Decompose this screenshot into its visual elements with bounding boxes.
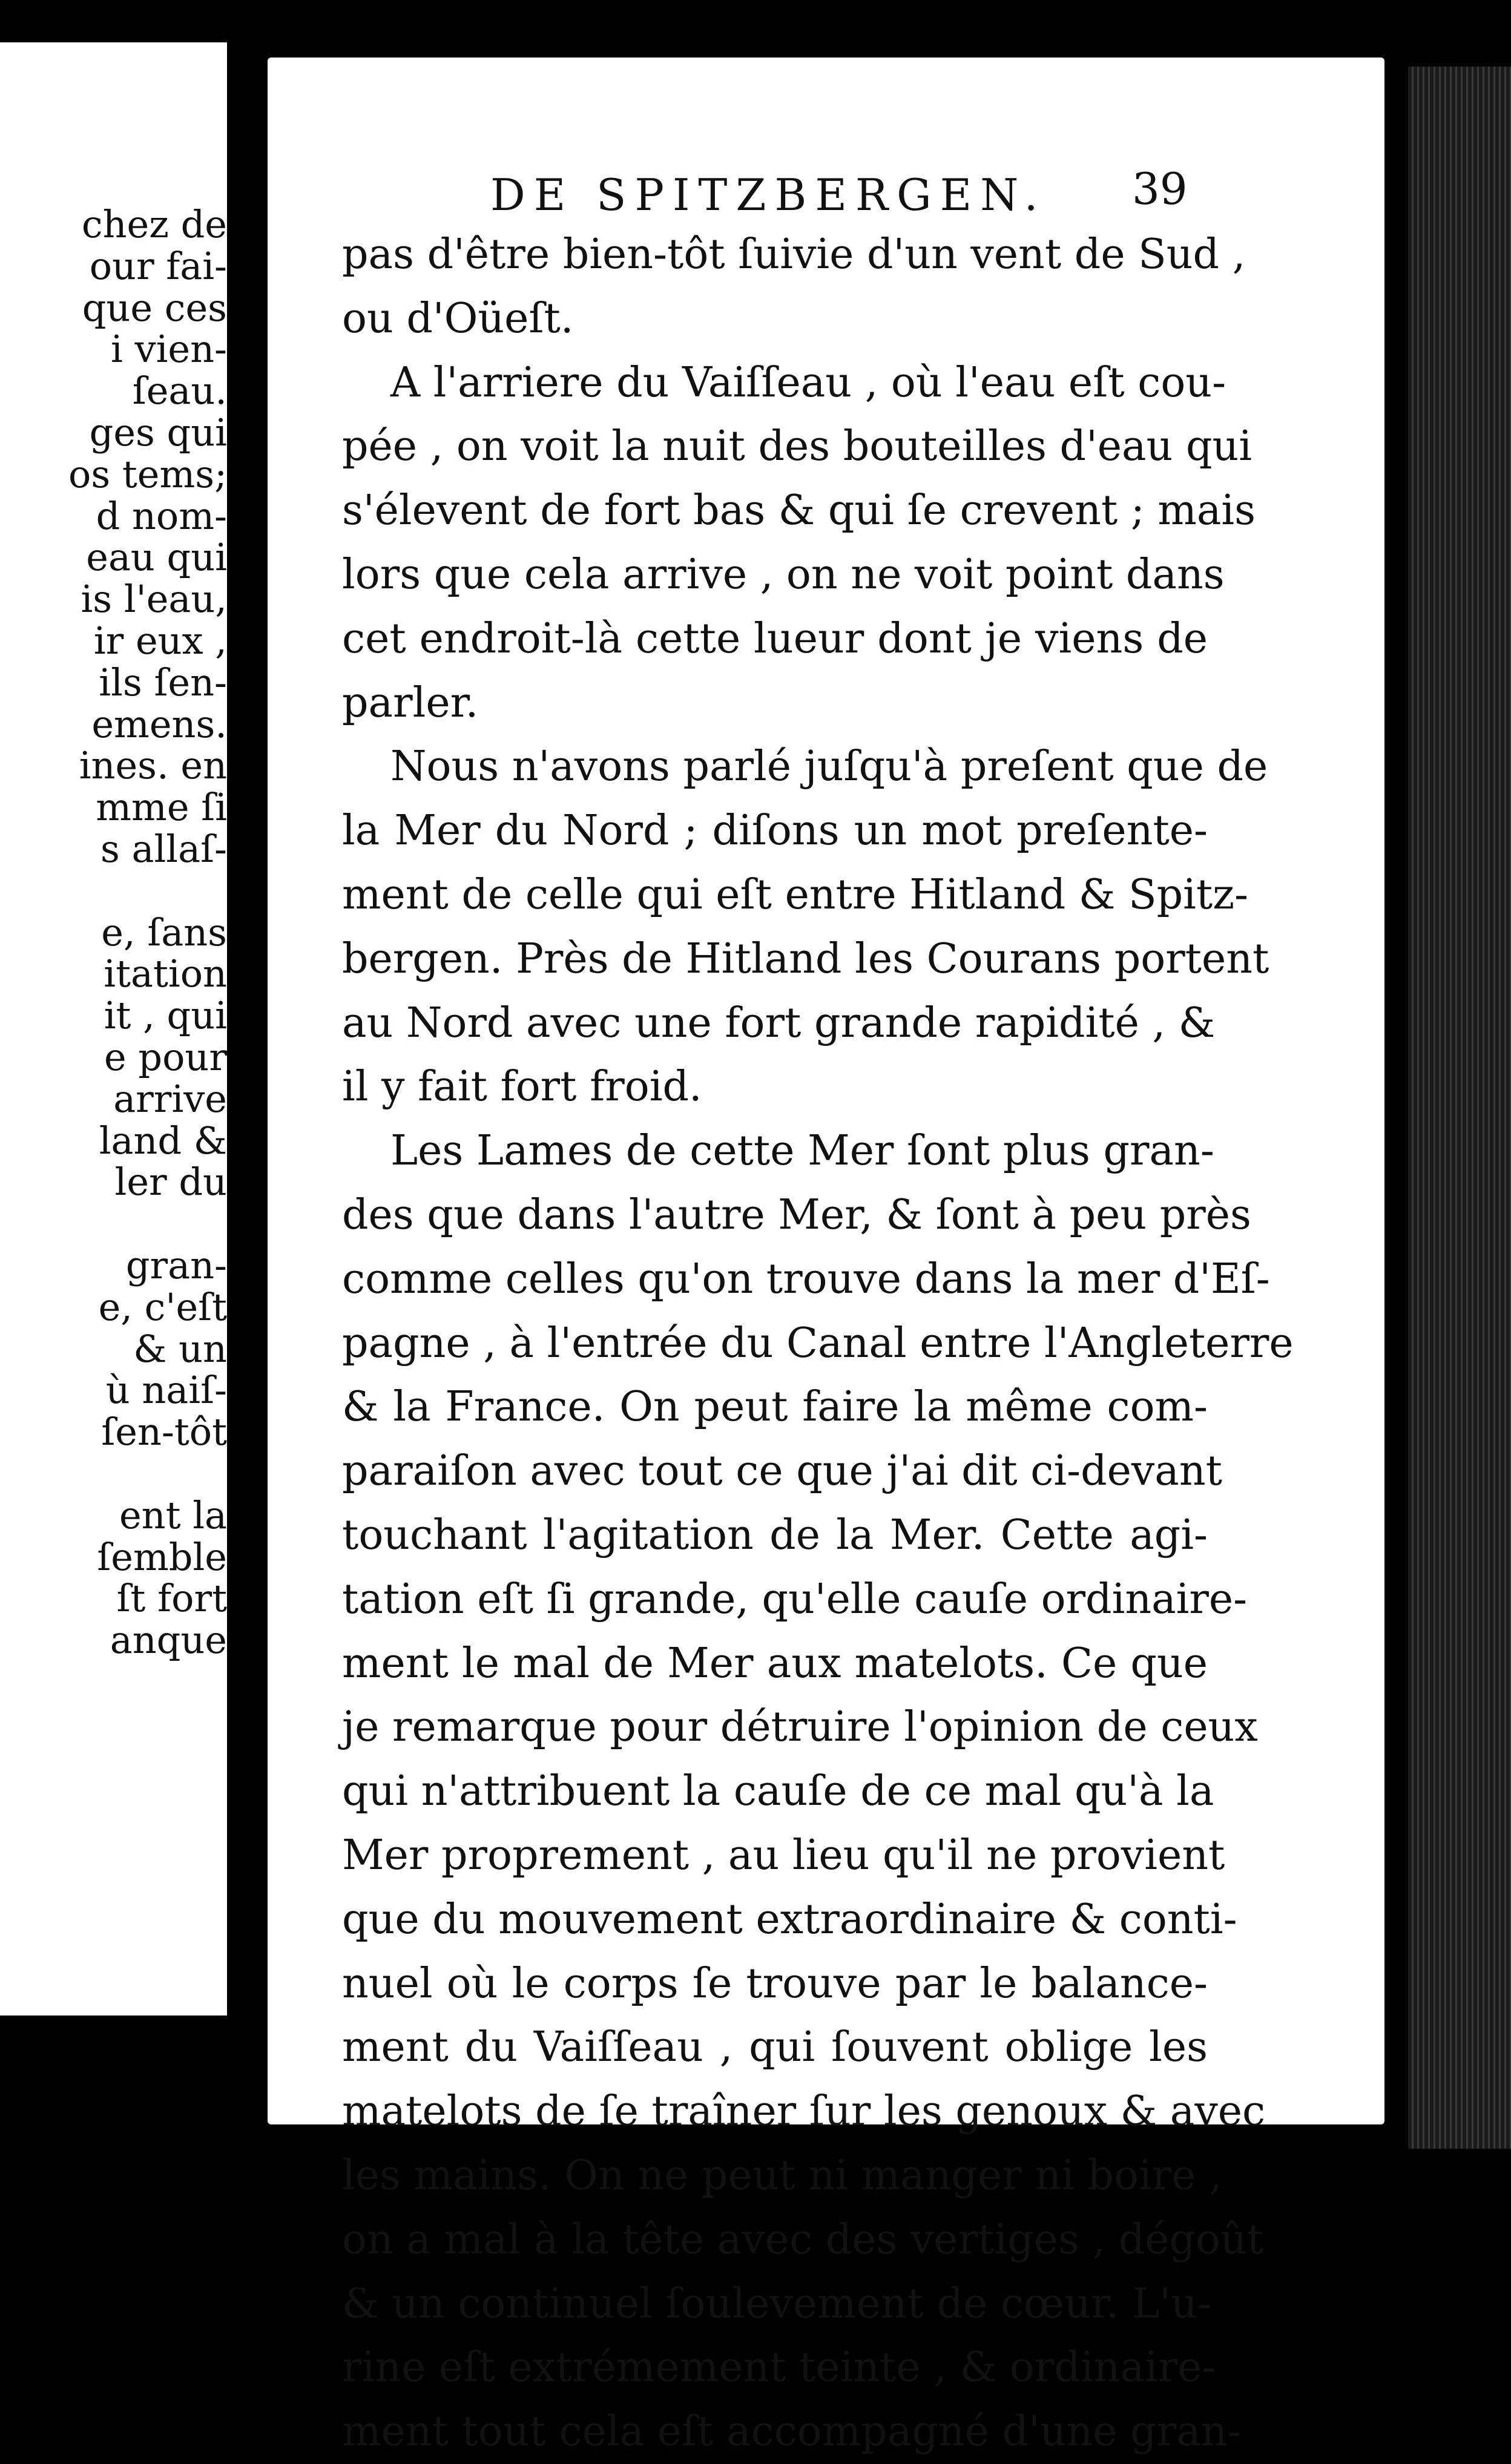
text-line: tation eſt ſi grande, qu'elle cauſe ordinaire-	[342, 1575, 1248, 1623]
text-line: Mer proprement , au lieu qu'il ne provient	[342, 1831, 1225, 1879]
left-page-line: itation	[104, 951, 227, 996]
text-line: lors que cela arrive , on ne voit point dans	[342, 550, 1225, 599]
left-page-line: mme ſi	[96, 785, 227, 830]
left-page-line: s allaſ-	[100, 827, 227, 871]
text-line: parler.	[342, 678, 479, 727]
left-page-line: ſen-tôt	[101, 1410, 227, 1454]
text-line: au Nord avec une fort grande rapidité , &	[342, 999, 1216, 1047]
text-line: pée , on voit la nuit des bouteilles d'eau qui	[342, 422, 1253, 471]
page-edges	[1408, 67, 1511, 2149]
left-page-line: que ces	[82, 285, 227, 330]
text-line: nuel où le corps ſe trouve par le balance-	[342, 1959, 1208, 2008]
left-page-line: d nom-	[96, 493, 227, 538]
text-line: les mains. On ne peut ni manger ni boire ,	[342, 2151, 1222, 2200]
text-line: je remarque pour détruire l'opinion de ceux	[342, 1703, 1258, 1752]
text-line: A l'arriere du Vaiſſeau , où l'eau eſt cou-	[390, 358, 1226, 407]
left-page-line: ges qui	[89, 410, 227, 455]
text-line: que du mouvement extraordinaire & conti-	[342, 1895, 1237, 1943]
left-page-line: ſt fort	[116, 1576, 227, 1621]
text-line: la Mer du Nord ; diſons un mot preſente-	[342, 807, 1208, 855]
left-page-line: chez de	[81, 202, 227, 246]
left-page-line: arrive	[113, 1076, 227, 1121]
left-page-line: land &	[99, 1118, 227, 1163]
text-line: ou d'Oüeſt.	[342, 294, 574, 343]
left-page-line: ines. en	[79, 743, 227, 788]
text-line: matelots de ſe traîner ſur les genoux & avec	[342, 2088, 1266, 2136]
left-page-line: e pour	[104, 1035, 227, 1079]
text-line: cet endroit-là cette lueur dont je viens de	[342, 614, 1208, 663]
text-line: Nous n'avons parlé juſqu'à preſent que de	[390, 743, 1268, 791]
page-number: 39	[1132, 163, 1188, 214]
left-page-line: it , qui	[104, 993, 227, 1038]
text-line: ment de celle qui eſt entre Hitland & Spitz-	[342, 870, 1249, 919]
left-page-line: emens.	[91, 701, 227, 746]
left-page-line: ils ſen-	[99, 660, 227, 705]
text-line: pas d'être bien-tôt ſuivie d'un vent de Sud ,	[342, 231, 1246, 278]
left-page-line: i vien-	[111, 327, 227, 372]
text-line: on a mal à la tête avec des vertiges , dégoût	[342, 2215, 1263, 2264]
left-page-line: e, ſans	[101, 910, 227, 954]
gutter-shadow	[227, 36, 269, 2034]
left-page-line: ir eux ,	[93, 619, 227, 663]
left-page-line: & un	[133, 1326, 227, 1371]
left-page-line: ler du	[114, 1160, 227, 1204]
left-page-line: ù naiſ-	[105, 1368, 227, 1413]
left-page-line: eau qui	[86, 535, 227, 580]
text-line: & un continuel ſoulevement de cœur. L'u-	[342, 2279, 1211, 2328]
left-page-line: os tems;	[68, 452, 227, 496]
text-line: bergen. Près de Hitland les Courans portent	[342, 935, 1269, 983]
text-line: qui n'attribuent la cauſe de ce mal qu'à la	[342, 1767, 1214, 1816]
left-page-line: is l'eau,	[81, 577, 227, 622]
text-line: Les Lames de cette Mer ſont plus gran-	[390, 1127, 1214, 1175]
text-line: ment du Vaiſſeau , qui ſouvent oblige les	[342, 2023, 1208, 2072]
left-page-line: ent la	[119, 1493, 227, 1537]
left-page-line: anque	[110, 1618, 227, 1663]
left-page-line: our fai-	[89, 243, 227, 288]
text-line: ment le mal de Mer aux matelots. Ce que	[342, 1639, 1208, 1687]
text-line: rine eſt extrémement teinte , & ordinaire-	[342, 2344, 1216, 2392]
text-line: touchant l'agitation de la Mer. Cette agi-	[342, 1511, 1208, 1559]
left-page-line: ſeau.	[132, 369, 227, 413]
left-facing-page	[0, 42, 227, 2016]
text-line: pagne , à l'entrée du Canal entre l'Angleterre	[342, 1319, 1294, 1367]
text-line: & la France. On peut faire la même com-	[342, 1383, 1208, 1431]
left-page-line: ſemble	[97, 1534, 227, 1579]
running-header: DE SPITZBERGEN.	[490, 169, 1047, 220]
text-line: comme celles qu'on trouve dans la mer d'Eſ-	[342, 1255, 1270, 1303]
body-text	[342, 223, 1294, 2464]
left-page-line: gran-	[125, 1243, 227, 1287]
text-line: s'élevent de fort bas & qui ſe crevent ; mais	[342, 487, 1256, 535]
text-line: paraiſon avec tout ce que j'ai dit ci-devant	[342, 1447, 1222, 1496]
text-line: des que dans l'autre Mer, & ſont à peu près	[342, 1191, 1251, 1239]
left-page-line: e, c'eſt	[98, 1284, 227, 1329]
text-line: il y fait fort froid.	[342, 1063, 702, 1111]
text-line: ment tout cela eſt accompagné d'une gran-	[342, 2408, 1242, 2456]
